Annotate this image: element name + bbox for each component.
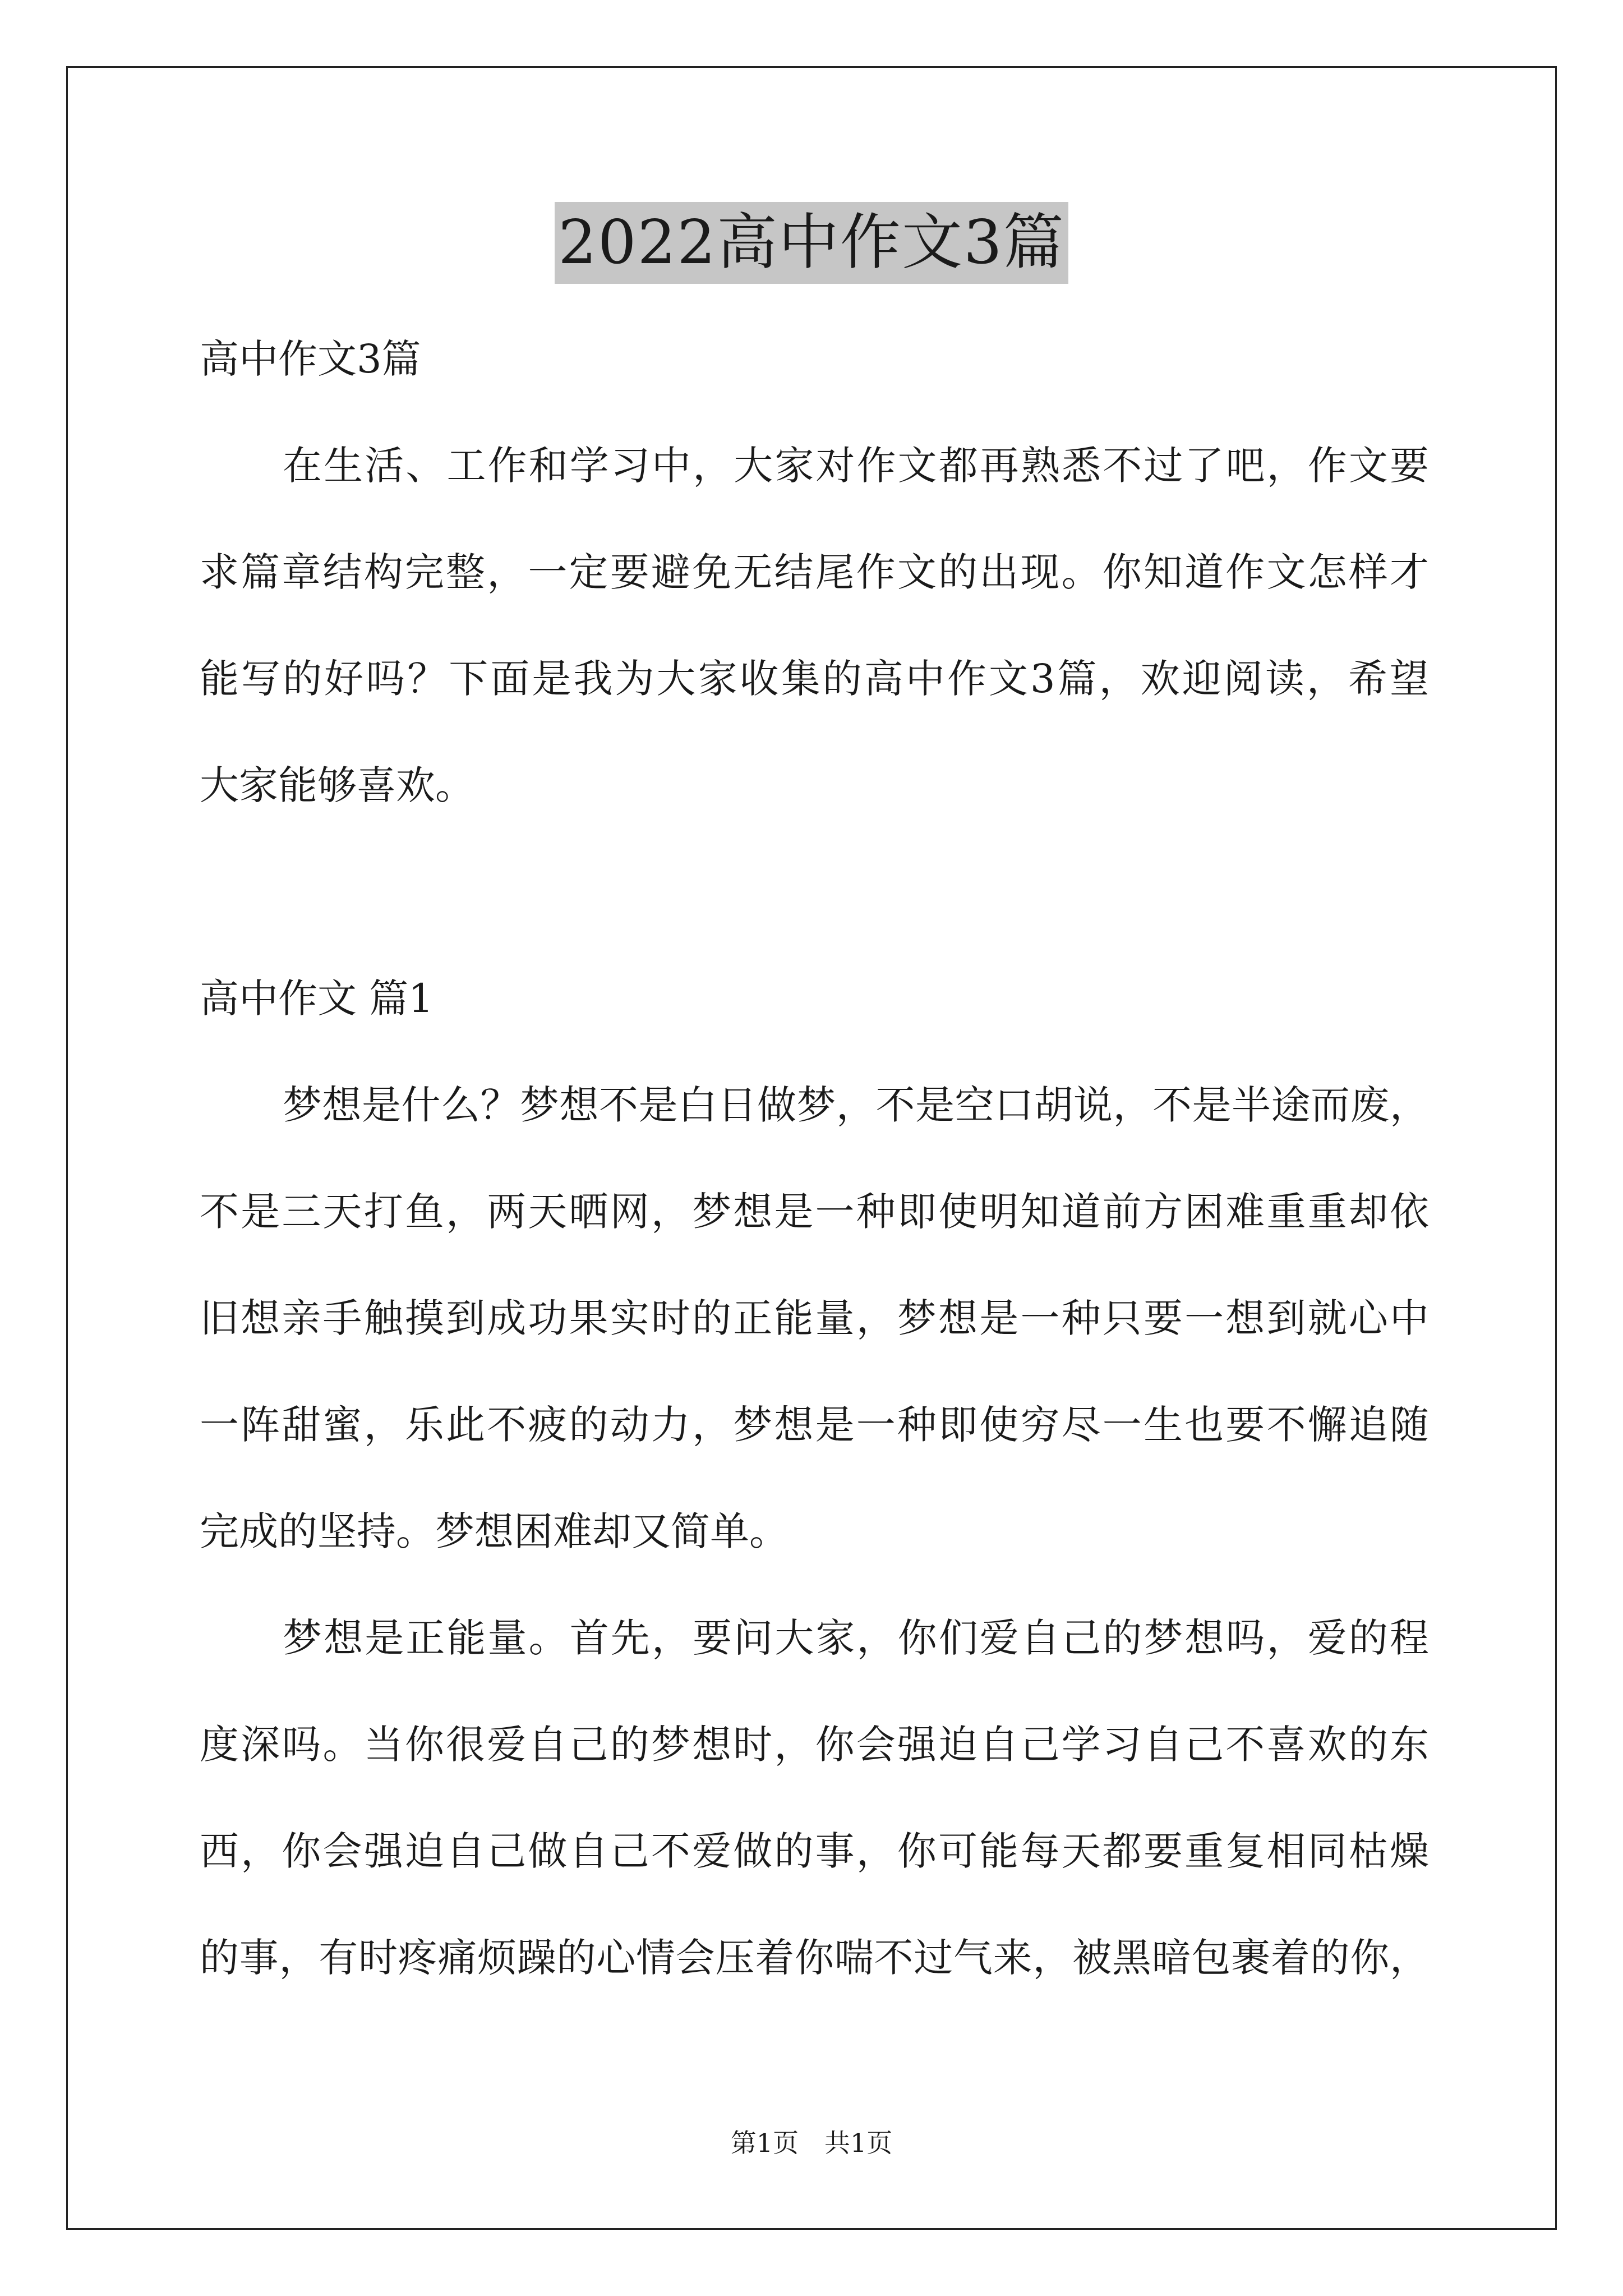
page-footer (0, 2126, 1623, 2160)
document-body (200, 306, 1429, 2011)
intro-line: 在生活、工作和学习中，大家对作文都再熟悉不过了吧，作文要 (283, 443, 1429, 489)
title-container (0, 202, 1623, 284)
paragraph-line: 旧想亲手触摸到成功果实时的正能量，梦想是一种只要一想到就心中 (200, 1295, 1429, 1341)
section-heading: 高中作文 篇1 (200, 976, 434, 1022)
paragraph-line: 不是三天打鱼，两天晒网，梦想是一种即使明知道前方困难重重却依 (200, 1189, 1429, 1235)
paragraph-line: 西，你会强迫自己做自己不爱做的事，你可能每天都要重复相同枯燥 (200, 1828, 1429, 1874)
paragraph-line: 完成的坚持。梦想困难却又简单。 (200, 1508, 789, 1554)
subtitle: 高中作文3篇 (200, 336, 421, 382)
page-total: 共1页 (824, 2128, 893, 2158)
section-spacer (200, 839, 1429, 945)
paragraph-line: 的事，有时疼痛烦躁的心情会压着你喘不过气来，被黑暗包裹着的你， (200, 1935, 1429, 1981)
intro-line: 能写的好吗？下面是我为大家收集的高中作文3篇，欢迎阅读，希望 (200, 656, 1429, 702)
paragraph-line: 梦想是什么？梦想不是白日做梦，不是空口胡说，不是半途而废， (283, 1082, 1429, 1128)
paragraph-line: 度深吗。当你很爱自己的梦想时，你会强迫自己学习自己不喜欢的东 (200, 1722, 1429, 1768)
intro-line: 大家能够喜欢。 (200, 762, 474, 808)
paragraph-line: 梦想是正能量。首先，要问大家，你们爱自己的梦想吗，爱的程 (283, 1615, 1429, 1661)
document-title: 2022高中作文3篇 (555, 202, 1068, 284)
paragraph-line: 一阵甜蜜，乐此不疲的动力，梦想是一种即使穷尽一生也要不懈追随 (200, 1402, 1429, 1448)
intro-line: 求篇章结构完整，一定要避免无结尾作文的出现。你知道作文怎样才 (200, 549, 1429, 595)
page-number: 第1页 (730, 2128, 799, 2158)
